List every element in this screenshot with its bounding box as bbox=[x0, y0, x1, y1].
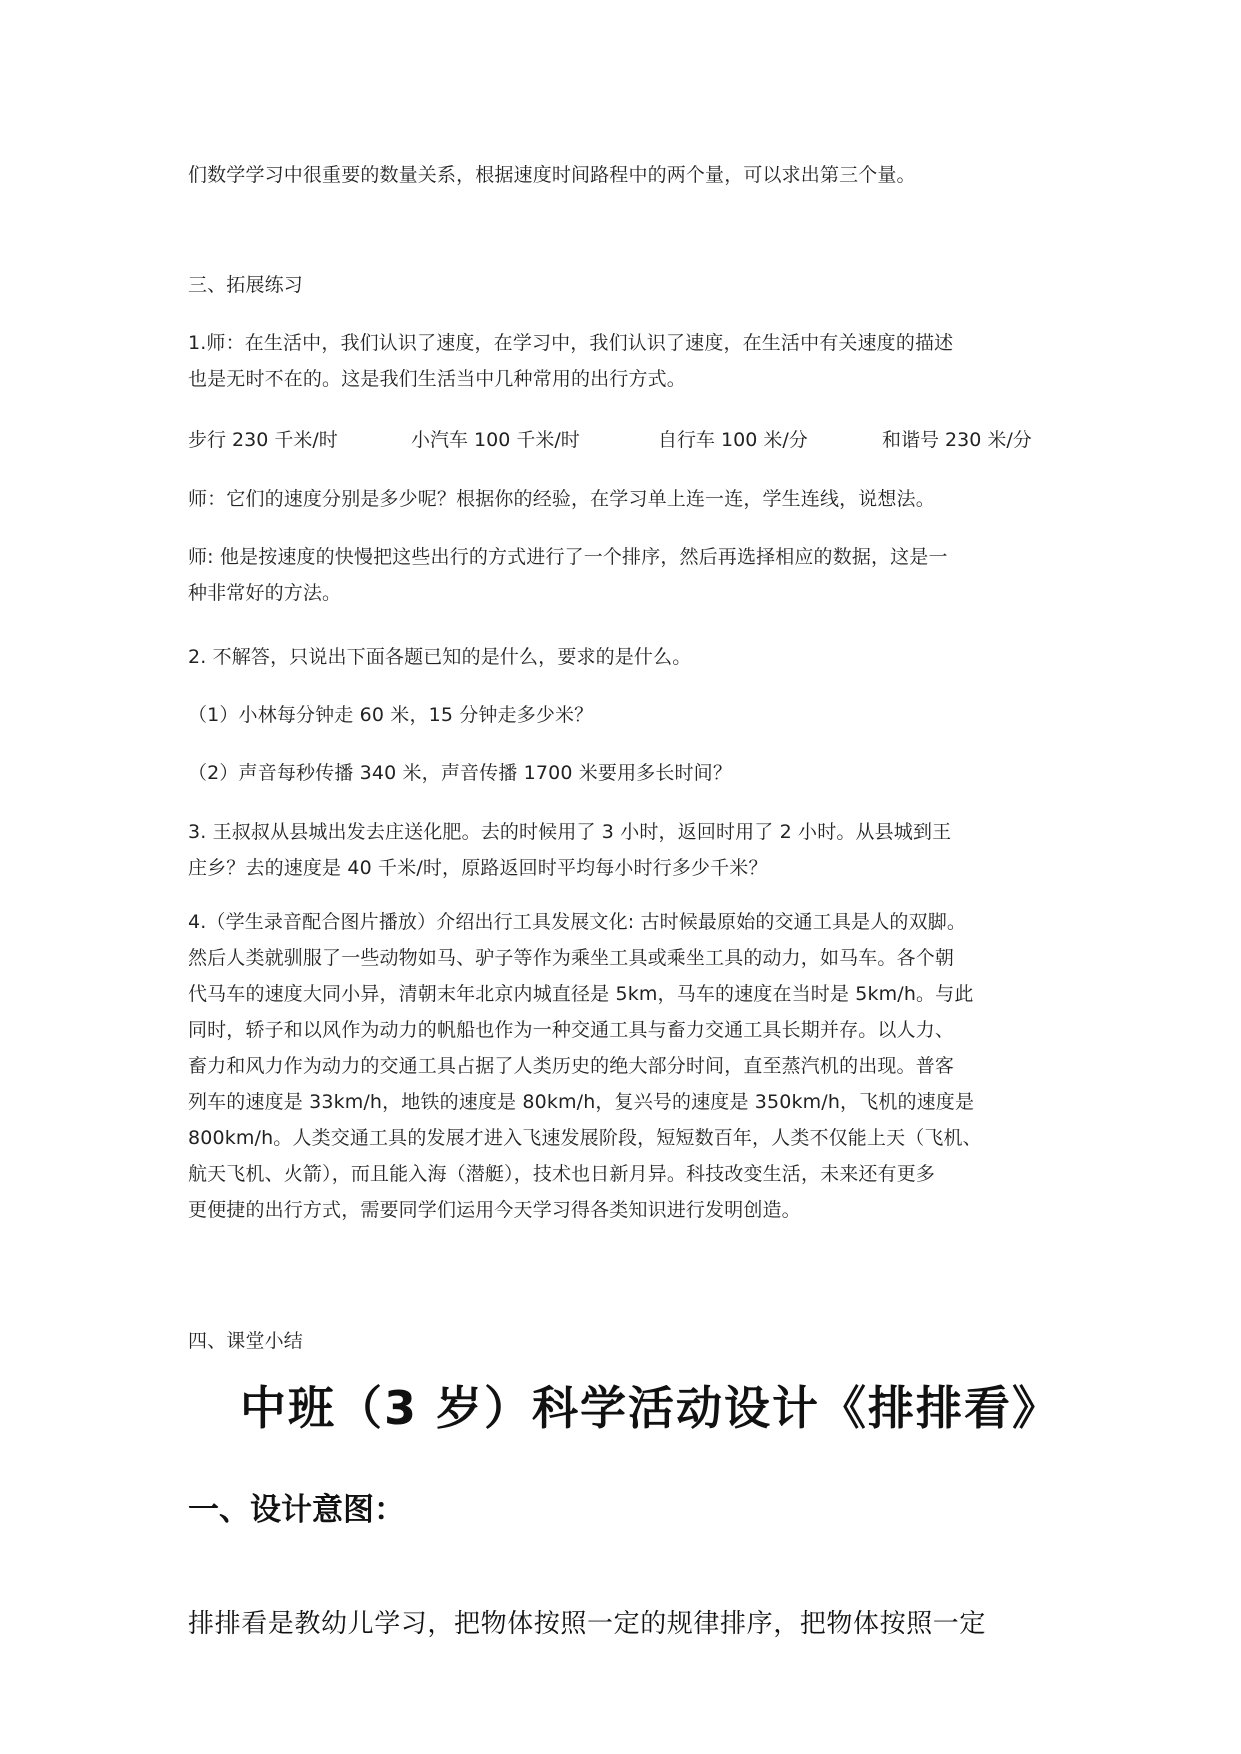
item4-line-8: 航天飞机、火箭），而且能入海（潜艇），技术也日新月异。科技改变生活，未来还有更多 bbox=[188, 1163, 936, 1185]
speed-hexie-train: 和谐号 230 米/分 bbox=[882, 429, 1032, 451]
item4-line-4: 同时，轿子和以风作为动力的帆船也作为一种交通工具与畜力交通工具长期并存。以人力、 bbox=[188, 1019, 955, 1041]
teacher-summary-line-2: 种非常好的方法。 bbox=[188, 582, 342, 604]
item4-line-6: 列车的速度是 33km/h，地铁的速度是 80km/h，复兴号的速度是 350km/h，飞机的速度是 bbox=[188, 1091, 975, 1113]
item3-paragraph bbox=[188, 814, 951, 886]
design-intent-text: 排排看是教幼儿学习，把物体按照一定的规律排序，把物体按照一定 bbox=[188, 1609, 987, 1639]
speed-car: 小汽车 100 千米/时 bbox=[411, 429, 580, 451]
item4-paragraph bbox=[188, 904, 982, 1228]
item4-line-9: 更便捷的出行方式，需要同学们运用今天学习得各类知识进行发明创造。 bbox=[188, 1199, 801, 1221]
speed-bicycle: 自行车 100 米/分 bbox=[658, 429, 808, 451]
item3-line-2: 庄乡？去的速度是 40 千米/时，原路返回时平均每小时行多少千米？ bbox=[188, 857, 768, 879]
item4-line-5: 畜力和风力作为动力的交通工具占据了人类历史的绝大部分时间，直至蒸汽机的出现。普客 bbox=[188, 1055, 955, 1077]
intro-line: 们数学学习中很重要的数量关系，根据速度时间路程中的两个量，可以求出第三个量。 bbox=[188, 164, 916, 186]
section4-heading: 四、课堂小结 bbox=[188, 1330, 303, 1352]
item4-line-7: 800km/h。人类交通工具的发展才进入飞速发展阶段，短短数百年，人类不仅能上天（飞机、 bbox=[188, 1127, 982, 1149]
section1-heading: 一、设计意图： bbox=[188, 1492, 405, 1528]
speed-list bbox=[0, 428, 1241, 452]
item4-line-3: 代马车的速度大同小异，清朝末年北京内城直径是 5km，马车的速度在当时是 5km/h。与此 bbox=[188, 983, 974, 1005]
teacher-question: 师：它们的速度分别是多少呢？根据你的经验，在学习单上连一连，学生连线，说想法。 bbox=[188, 488, 935, 510]
item2-intro: 2. 不解答，只说出下面各题已知的是什么，要求的是什么。 bbox=[188, 646, 692, 668]
document-title: 中班（3 岁）科学活动设计《排排看》 bbox=[240, 1381, 1061, 1435]
item1-line-1: 1.师：在生活中，我们认识了速度，在学习中，我们认识了速度，在生活中有关速度的描述 bbox=[188, 332, 954, 354]
item1-line-2: 也是无时不在的。这是我们生活当中几种常用的出行方式。 bbox=[188, 368, 686, 390]
teacher-summary bbox=[188, 539, 948, 611]
item1-paragraph bbox=[188, 325, 953, 397]
speed-walking: 步行 230 千米/时 bbox=[188, 429, 338, 451]
item4-line-2: 然后人类就驯服了一些动物如马、驴子等作为乘坐工具或乘坐工具的动力，如马车。各个朝 bbox=[188, 947, 955, 969]
item3-line-1: 3. 王叔叔从县城出发去庄送化肥。去的时候用了 3 小时，返回时用了 2 小时。从县城到王 bbox=[188, 821, 952, 843]
item4-line-1: 4.（学生录音配合图片播放）介绍出行工具发展文化: 古时候最原始的交通工具是人的双脚。 bbox=[188, 911, 967, 933]
section3-heading: 三、拓展练习 bbox=[188, 274, 303, 296]
item2-question-2: （2）声音每秒传播 340 米，声音传播 1700 米要用多长时间？ bbox=[188, 762, 732, 784]
item2-question-1: （1）小林每分钟走 60 米，15 分钟走多少米？ bbox=[188, 704, 594, 726]
teacher-summary-line-1: 师: 他是按速度的快慢把这些出行的方式进行了一个排序，然后再选择相应的数据，这是一 bbox=[188, 546, 948, 568]
